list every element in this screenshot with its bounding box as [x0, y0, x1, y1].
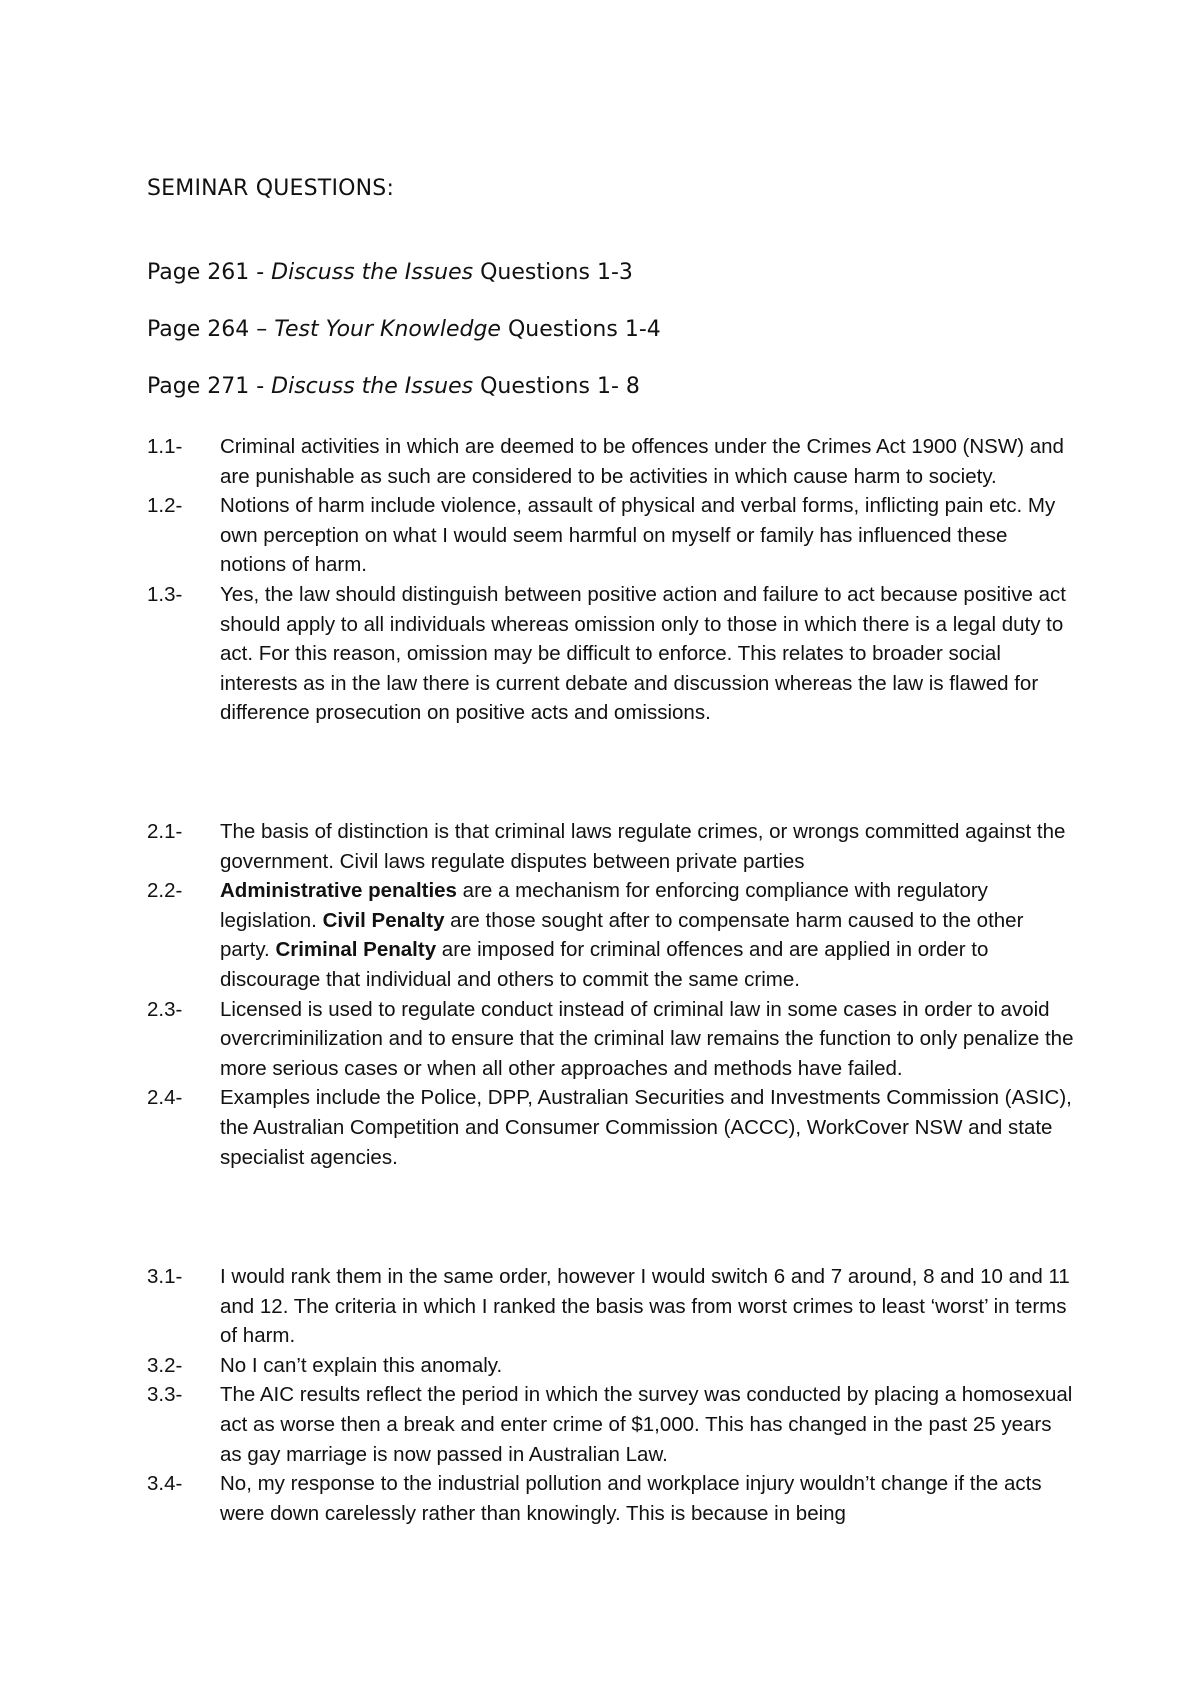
answer-number: 1.1- [147, 435, 183, 458]
answer-number: 3.2- [147, 1353, 183, 1377]
answer-number: 2.4- [147, 1086, 183, 1110]
answer-3-3 [147, 1380, 1077, 1469]
answer-text-part: are a mechanism for enforcing compliance with regulatory legislation. [220, 879, 988, 932]
answer-2-2 [147, 876, 1077, 994]
term-criminal-penalty: Criminal Penalty [275, 938, 437, 962]
answer-text-part: are imposed for criminal offences and are applied in order to discourage that individual and others to commit the same crime. [220, 938, 989, 991]
answer-text: Criminal activities in which are deemed to be offences under the Crimes Act 1900 (NSW) and are punishable as such are considered to be activities in which cause harm to society. [220, 435, 1064, 488]
answer-number: 3.3- [147, 1383, 183, 1407]
answer-2-1 [147, 817, 1077, 876]
answer-2-3 [147, 995, 1077, 1084]
page-ref-suffix: Questions 1-4 [500, 317, 661, 342]
answer-1-3 [147, 580, 1077, 728]
answer-number: 1.3- [147, 582, 183, 606]
answer-1-1 [147, 432, 1077, 491]
answer-text: I would rank them in the same order, however I would switch 6 and 7 around, 8 and 10 and 11 and 12. The criteria in which I ranked the basis was from worst crimes to least ‘worst’ in terms of harm. [220, 1265, 1070, 1348]
answer-text: The basis of distinction is that criminal laws regulate crimes, or wrongs committed against the government. Civil laws regulate disputes between private parties [220, 820, 1066, 873]
page-ref-title: Discuss the Issues [271, 260, 474, 285]
answer-number: 3.1- [147, 1265, 183, 1288]
answer-number: 1.2- [147, 494, 183, 518]
answer-text: Yes, the law should distinguish between positive action and failure to act because positive act should apply to all individuals whereas omission only to those in which there is a legal duty to act. For this reason, omission may be difficult to enforce. This relates to broader social interests as in the law there is current debate and discussion whereas the law is flawed for difference prosecution on positive acts and omissions. [220, 582, 1066, 725]
seminar-heading: SEMINAR QUESTIONS: [147, 176, 395, 201]
answers-section-1 [147, 432, 1077, 728]
answers-section-3 [147, 1262, 1077, 1528]
page-ref-271 [147, 374, 640, 399]
term-civil-penalty: Civil Penalty [322, 908, 445, 932]
answer-text [220, 876, 1077, 994]
page-ref-261 [147, 260, 633, 285]
answer-number: 2.3- [147, 997, 183, 1021]
page-ref-prefix: Page 261 - [147, 260, 272, 285]
answer-text: Notions of harm include violence, assault of physical and verbal forms, inflicting pain etc. My own perception on what I would seem harmful on myself or family has influenced these notions of harm. [220, 494, 1056, 577]
answers-section-2 [147, 817, 1077, 1172]
answer-1-2 [147, 491, 1077, 580]
answer-2-4 [147, 1083, 1077, 1172]
page-ref-prefix: Page 264 – [147, 317, 275, 342]
answer-text-part: are those sought after to compensate harm caused to the other party. [220, 908, 1024, 962]
answer-number: 2.2- [147, 879, 183, 903]
answer-3-1 [147, 1262, 1077, 1351]
page-ref-title: Test Your Knowledge [274, 317, 501, 342]
page-ref-suffix: Questions 1- 8 [473, 374, 640, 399]
answer-text: No, my response to the industrial pollution and workplace injury wouldn’t change if the acts were down carelessly rather than knowingly. This is because in being [220, 1472, 1042, 1525]
answer-text: Licensed is used to regulate conduct instead of criminal law in some cases in order to avoid overcriminilization and to ensure that the criminal law remains the function to only penalize the more serious cases or when all other approaches and methods have failed. [220, 997, 1074, 1080]
answer-3-2 [147, 1351, 1077, 1381]
page-ref-264 [147, 317, 661, 342]
term-administrative-penalties: Administrative penalties [220, 879, 457, 903]
page-ref-title: Discuss the Issues [271, 374, 474, 399]
answer-text: Examples include the Police, DPP, Australian Securities and Investments Commission (ASIC), the Australian Competition and Consumer Commission (ACCC), WorkCover NSW and state specialist agencies. [220, 1086, 1072, 1169]
page-ref-suffix: Questions 1-3 [473, 260, 633, 285]
answer-number: 3.4- [147, 1472, 183, 1496]
answer-3-4 [147, 1469, 1077, 1528]
answer-number: 2.1- [147, 820, 183, 843]
page-ref-prefix: Page 271 - [147, 374, 272, 399]
answer-text: No I can’t explain this anomaly. [220, 1353, 503, 1377]
answer-text: The AIC results reflect the period in which the survey was conducted by placing a homosexual act as worse then a break and enter crime of $1,000. This has changed in the past 25 years as gay marriage is now passed in Australian Law. [220, 1383, 1073, 1466]
